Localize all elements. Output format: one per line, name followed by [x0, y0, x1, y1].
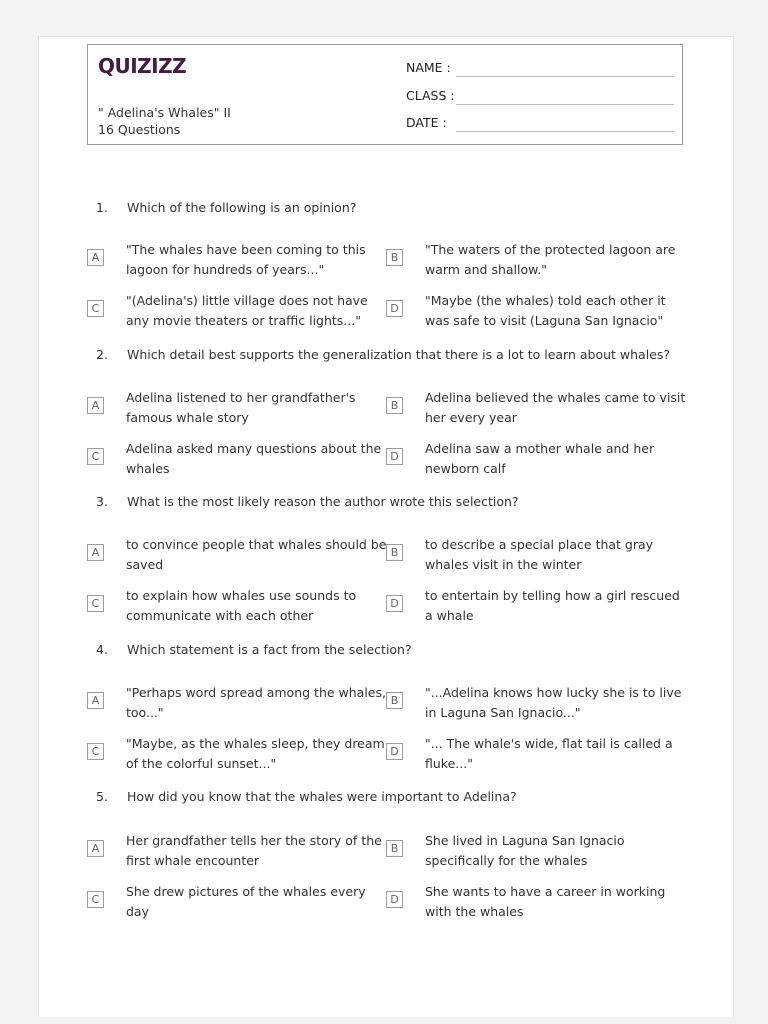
option-text: "... The whale's wide, flat tail is called a fluke...": [425, 736, 673, 771]
question-number: 3.: [96, 494, 108, 509]
option-letter-box: C: [87, 300, 104, 317]
option-letter-box: A: [87, 840, 104, 857]
option-letter-box: B: [386, 249, 403, 266]
option-letter-box: A: [87, 249, 104, 266]
option-text: to convince people that whales should be saved: [126, 537, 387, 572]
option-text: "Perhaps word spread among the whales, too...": [126, 685, 386, 720]
option-letter-box: C: [87, 595, 104, 612]
option-letter-box: C: [87, 448, 104, 465]
option-text: Adelina listened to her grandfather's famous whale story: [126, 390, 356, 425]
option-text: "The waters of the protected lagoon are warm and shallow.": [425, 242, 676, 277]
option-text: to describe a special place that gray whales visit in the winter: [425, 537, 654, 572]
date-line: [456, 131, 674, 132]
option-letter-box: D: [386, 448, 403, 465]
class-line: [456, 104, 674, 105]
date-label: DATE :: [406, 115, 447, 130]
option-text: "Maybe, as the whales sleep, they dream of the colorful sunset...": [126, 736, 385, 771]
question-number: 1.: [96, 200, 108, 215]
question-text: How did you know that the whales were important to Adelina?: [127, 789, 517, 804]
option-text: She wants to have a career in working with the whales: [425, 884, 666, 919]
option-text: Adelina asked many questions about the whales: [126, 441, 382, 476]
question-text: Which statement is a fact from the selection?: [127, 642, 412, 657]
option-letter-box: C: [87, 891, 104, 908]
option-text: Adelina believed the whales came to visit her every year: [425, 390, 686, 425]
question-count: 16 Questions: [98, 122, 181, 137]
option-letter-box: D: [386, 300, 403, 317]
option-letter-box: C: [87, 743, 104, 760]
option-letter-box: A: [87, 397, 104, 414]
question-number: 4.: [96, 642, 108, 657]
option-letter-box: D: [386, 595, 403, 612]
option-letter-box: D: [386, 891, 403, 908]
option-text: Adelina saw a mother whale and her newborn calf: [425, 441, 655, 476]
question-text: Which detail best supports the generalization that there is a lot to learn about whales?: [127, 347, 671, 362]
option-letter-box: A: [87, 692, 104, 709]
name-label: NAME :: [406, 60, 451, 75]
question-number: 5.: [96, 789, 108, 804]
option-letter-box: B: [386, 840, 403, 857]
option-text: to explain how whales use sounds to communicate with each other: [126, 588, 357, 623]
question-text: What is the most likely reason the author wrote this selection?: [127, 494, 519, 509]
option-text: She drew pictures of the whales every day: [126, 884, 366, 919]
option-text: "Maybe (the whales) told each other it was safe to visit (Laguna San Ignacio": [425, 293, 666, 328]
option-text: "...Adelina knows how lucky she is to live in Laguna San Ignacio...": [425, 685, 682, 720]
worksheet-page: [38, 36, 734, 1017]
option-text: to entertain by telling how a girl rescued a whale: [425, 588, 680, 623]
option-letter-box: A: [87, 544, 104, 561]
option-text: "The whales have been coming to this lagoon for hundreds of years...": [126, 242, 366, 277]
class-label: CLASS :: [406, 88, 455, 103]
option-text: She lived in Laguna San Ignacio specifically for the whales: [425, 833, 625, 868]
name-line: [456, 76, 674, 77]
question-number: 2.: [96, 347, 108, 362]
quizizz-logo: QUIZIZZ: [98, 54, 187, 78]
question-text: Which of the following is an opinion?: [127, 200, 357, 215]
worksheet-header: [87, 44, 683, 145]
quiz-title: " Adelina's Whales" II: [98, 105, 231, 120]
option-text: Her grandfather tells her the story of the first whale encounter: [126, 833, 382, 868]
option-letter-box: D: [386, 743, 403, 760]
option-letter-box: B: [386, 692, 403, 709]
option-text: "(Adelina's) little village does not have any movie theaters or traffic lights...": [126, 293, 368, 328]
option-letter-box: B: [386, 397, 403, 414]
option-letter-box: B: [386, 544, 403, 561]
